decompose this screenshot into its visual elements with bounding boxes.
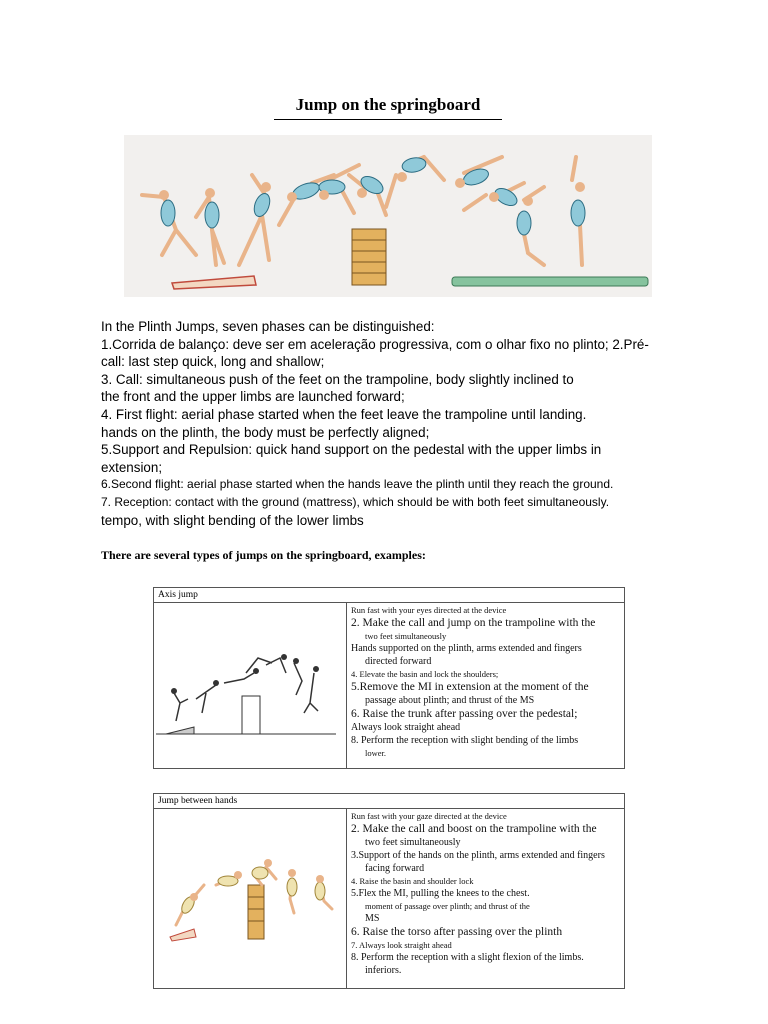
step-item: 6. Raise the torso after passing over the plinth (351, 926, 563, 938)
step-item: facing forward (365, 863, 425, 874)
examples-heading: There are several types of jumps on the springboard, examples: (101, 548, 426, 562)
step-item: two feet simultaneously (365, 837, 461, 848)
step-item: 7. Always look straight ahead (351, 940, 452, 950)
step-item: Always look straight ahead (351, 722, 461, 733)
landing-mat (452, 277, 648, 286)
step-item: 2. Make the call and boost on the trampoline with the (351, 823, 597, 835)
springboard-sequence-illustration (124, 135, 652, 297)
step-item: 8. Perform the reception with a slight flexion of the limbs. (351, 952, 584, 963)
step-item: inferiors. (365, 965, 402, 976)
step-item: 8. Perform the reception with slight bending of the limbs (351, 735, 579, 746)
phase-line: 6.Second flight: aerial phase started when the hands leave the plinth until they reach the ground. (101, 477, 614, 492)
phases-text (101, 318, 681, 529)
phase-line: tempo, with slight bending of the lower limbs (101, 512, 364, 528)
step-item: 2. Make the call and jump on the trampoline with the (351, 617, 596, 629)
phase-line: the front and the upper limbs are launched forward; (101, 389, 405, 405)
hands-jump-header: Jump between hands (154, 794, 624, 809)
page-title: Jump on the springboard (274, 95, 502, 120)
phase-line: 1.Corrida de balanço: deve ser em aceleração progressiva, com o olhar fixo no plinto; 2.Pré- (101, 336, 649, 352)
step-item: passage about plinth; and thrust of the MS (365, 695, 535, 706)
phase-line: 3. Call: simultaneous push of the feet on the trampoline, body slightly inclined to (101, 371, 574, 387)
step-item: directed forward (365, 656, 432, 667)
step-item: 5.Flex the MI, pulling the knees to the chest. (351, 888, 530, 899)
phase-line: call: last step quick, long and shallow; (101, 354, 325, 370)
step-item: 4. Elevate the basin and lock the shoulders; (351, 669, 499, 679)
step-item: two feet simultaneously (365, 631, 447, 641)
step-item: 6. Raise the trunk after passing over the pedestal; (351, 708, 578, 720)
step-item: Run fast with your eyes directed at the device (351, 605, 507, 615)
phase-line: extension; (101, 459, 163, 475)
phases-intro: In the Plinth Jumps, seven phases can be distinguished: (101, 319, 435, 334)
phase-line: 5.Support and Repulsion: quick hand support on the pedestal with the upper limbs in (101, 442, 602, 458)
step-item: MS (365, 913, 380, 924)
hands-jump-illustration (154, 809, 347, 988)
phase-line: 4. First flight: aerial phase started when the feet leave the trampoline until landing. (101, 406, 587, 422)
axis-jump-illustration (154, 603, 347, 768)
axis-jump-table (153, 587, 625, 769)
axis-jump-steps (347, 603, 624, 768)
springboard (172, 276, 256, 289)
axis-jump-header: Axis jump (154, 588, 624, 603)
step-item: 3.Support of the hands on the plinth, arms extended and fingers (351, 850, 605, 861)
phase-line: 7. Reception: contact with the ground (mattress), which should be with both feet simultaneously. (101, 494, 610, 509)
step-item: lower. (365, 748, 387, 758)
plinth (352, 229, 386, 285)
hands-jump-table (153, 793, 625, 989)
step-item: 5.Remove the MI in extension at the moment of the (351, 681, 589, 693)
step-item: Hands supported on the plinth, arms extended and fingers (351, 643, 582, 654)
step-item: moment of passage over plinth; and thrust of the (365, 901, 530, 911)
hands-jump-steps (347, 809, 624, 988)
phase-line: hands on the plinth, the body must be perfectly aligned; (101, 424, 430, 440)
step-item: Run fast with your gaze directed at the device (351, 811, 507, 821)
step-item: 4. Raise the basin and shoulder lock (351, 876, 474, 886)
